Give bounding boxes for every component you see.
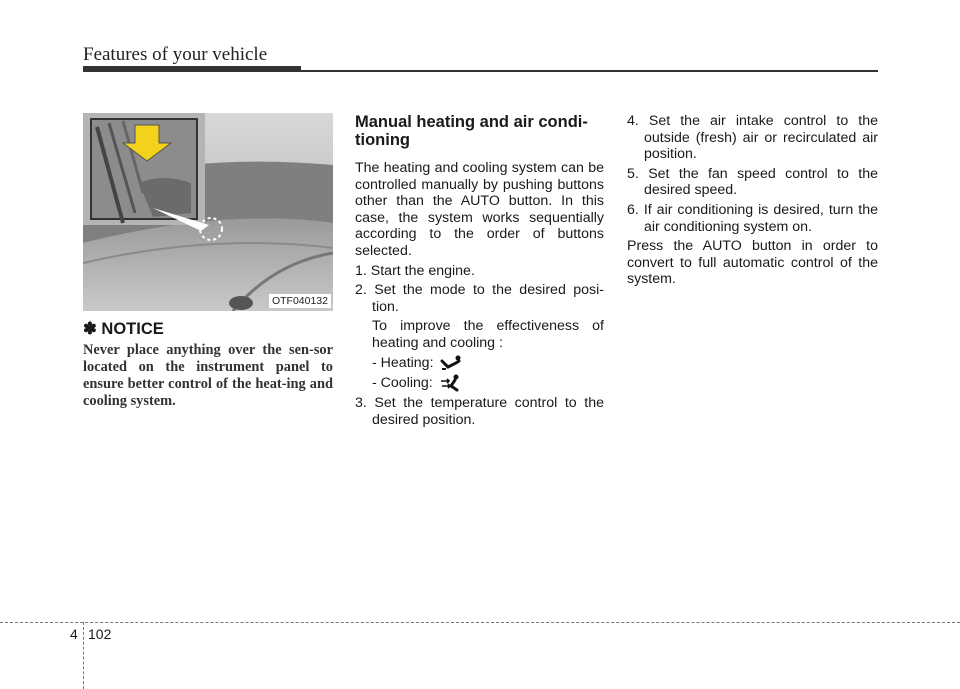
footer-divider bbox=[83, 622, 84, 689]
cooling-label: - Cooling: bbox=[372, 374, 433, 391]
dashboard-sensor-image bbox=[83, 113, 333, 311]
step-1: 1. Start the engine. bbox=[355, 262, 475, 279]
cooling-mode-line bbox=[355, 374, 604, 392]
page-header-title: Features of your vehicle bbox=[83, 44, 268, 65]
notice-body: Never place anything over the sen-sor located on the instrument panel to ensure better control of the heat-ing and cooling system. bbox=[83, 342, 333, 409]
left-column bbox=[83, 113, 333, 410]
step-6: 6. If air conditioning is desired, turn the air conditioning system on. bbox=[627, 201, 878, 235]
footer-rule bbox=[0, 622, 960, 623]
face-vent-mode-icon bbox=[439, 374, 461, 392]
header-rule bbox=[83, 70, 878, 72]
closing-paragraph: Press the AUTO button in order to convert to full automatic control of the system. bbox=[627, 238, 878, 288]
heating-mode-line bbox=[355, 355, 604, 372]
section-title: Manual heating and air condi-tioning bbox=[355, 113, 588, 149]
floor-heat-mode-icon bbox=[440, 355, 462, 371]
heating-label: - Heating: bbox=[372, 354, 434, 371]
right-column bbox=[627, 113, 878, 291]
step-3: 3. Set the temperature control to the desired position. bbox=[355, 395, 604, 428]
step-5: 5. Set the fan speed control to the desired speed. bbox=[627, 165, 878, 199]
intro-paragraph: The heating and cooling system can be controlled manually by pushing buttons other than the AUTO button. In this case, the system works sequentially according to the order of buttons selected. bbox=[355, 160, 604, 259]
middle-column bbox=[355, 113, 604, 431]
step-2: 2. Set the mode to the desired posi-tion. bbox=[355, 282, 604, 315]
step-4: 4. Set the air intake control to the outside (fresh) air or recirculated air position. bbox=[627, 113, 878, 163]
step-2-note: To improve the effectiveness of heating and cooling : bbox=[372, 318, 604, 351]
page-number: 102 bbox=[88, 626, 112, 642]
chapter-number: 4 bbox=[70, 626, 78, 642]
notice-title: ✽ NOTICE bbox=[83, 320, 164, 338]
figure-code: OTF040132 bbox=[269, 294, 331, 308]
sensor-illustration bbox=[83, 113, 333, 311]
